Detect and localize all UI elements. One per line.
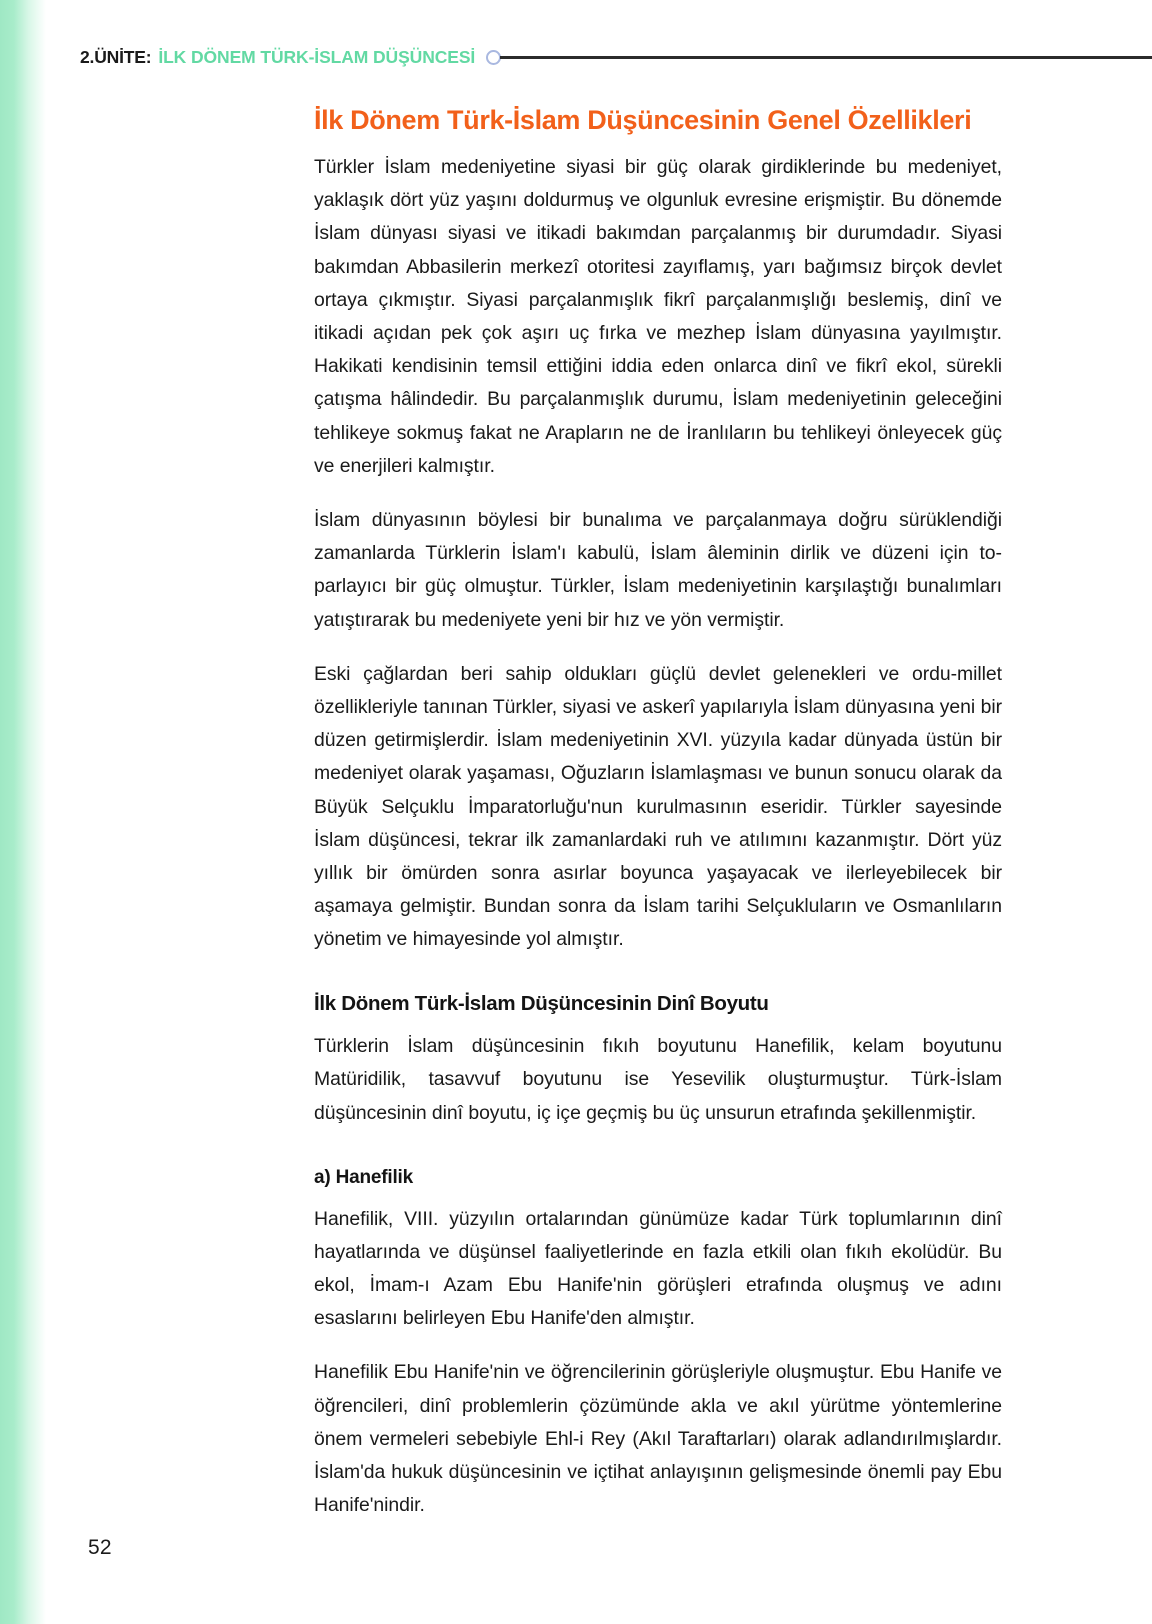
paragraph-3: Eski çağlardan beri sahip oldukları güçlü devlet gelenekleri ve ordu-millet özellikleriyle tanınan Türkler, siyasi ve askerî yapılarıyla İslam dünyasına yeni bir düzen getirmişlerdir. İslam medeniyetinin XVI. yüzyıla kadar dünyada üstün bir medeniyet olarak yaşaması, Oğuzların İslamlaşması ve bunun sonucu olarak da Büyük Selçuklu İmparatorluğu'nun kurulmasının eseridir. Türkler sayesinde İslam düşüncesi, tekrar ilk zamanlardaki ruh ve atılımını kazanmıştır. Dört yüz yıllık bir ömürden sonra asırlar boyunca yaşayacak ve ilerleyebilecek bir aşamaya gelmiştir. Bundan sonra da İslam tarihi Selçukluların ve Osmanlıların yönetim ve himayesinde yol almıştır. [314,662,1002,951]
page-content [314,104,1002,1522]
circle-marker-icon [486,50,501,65]
subsection-heading-hanefilik: a) Hanefilik [314,1166,413,1188]
page-number: 52 [88,1536,112,1559]
header-divider-rule [500,56,1152,59]
page-title: İlk Dönem Türk-İslam Düşüncesinin Genel Özellikleri [314,105,972,135]
decorative-left-edge-strip [0,0,46,1624]
running-header [80,40,1152,74]
paragraph-1: Türkler İslam medeniyetine siyasi bir güç olarak girdiklerinde bu medeniyet, yaklaşık dört yüz yaşını doldurmuş ve olgunluk evresine erişmiştir. Bu dönemde İslam dünyası siyasi ve itikadi bakımdan parçalanmış bir durumdadır. Siyasi bakımdan Abbasilerin merkezî otoritesi zayıflamış, yarı bağımsız birçok devlet ortaya çıkmıştır. Siyasi parçalanmışlık fikrî parçalanmışlığı beslemiş, dinî ve itikadi açıdan pek çok aşırı uç fırka ve mezhep İslam dünyasına yayılmıştır. Hakikati kendisinin temsil ettiğini iddia eden onlarca dinî ve fikrî ekol, sürekli çatışma hâlindedir. Bu parçalanmışlık durumu, İslam medeniyetinin geleceğini tehlikeye sokmuş fakat ne Arapların ne de İranlıların bu tehlikeyi önleyecek güç ve enerjileri kalmıştır. [314,155,1002,477]
paragraph-4: Türklerin İslam düşüncesinin fıkıh boyutunu Hanefilik, kelam boyutunu Matüridilik, tasavvuf boyutunu ise Yesevilik oluşturmuştur. Türk-İslam düşüncesinin dinî boyutu, iç içe geçmiş bu üç unsurun etrafında şekillenmiştir. [314,1035,1002,1124]
paragraph-6: Hanefilik Ebu Hanife'nin ve öğrencilerinin görüşleriyle oluşmuştur. Ebu Hanife ve öğrencileri, dinî problemlerin çözümünde akla ve akıl yürütme yöntemlerine önem vermeleri sebebiyle Ehl-i Rey (Akıl Taraftarları) olarak adlandırılmışlardır. İslam'da hukuk düşüncesinin ve içtihat anlayışının gelişmesinde önemli pay Ebu Hanife'nindir. [314,1361,1002,1517]
paragraph-2: İslam dünyasının böylesi bir bunalıma ve parçalanmaya doğru sürüklendiği zamanlarda Türklerin İslam'ı kabulü, İslam âleminin dirlik ve düzeni için toparlayıcı bir güç olmuştur. Türkler, İslam medeniyetinin karşılaştığı bunalımları yatıştırarak bu medeniyete yeni bir hız ve yön vermiştir. [314,508,1002,631]
unit-label: 2.ÜNİTE: [80,46,152,67]
paragraph-5: Hanefilik, VIII. yüzyılın ortalarından günümüze kadar Türk toplumlarının dinî hayatlarında ve düşünsel faaliyetlerinde en fazla etkili olan fıkıh ekolüdür. Bu ekol, İmam-ı Azam Ebu Hanife'nin görüşleri etrafında oluşmuş ve adını esaslarını belirleyen Ebu Hanife'den almıştır. [314,1207,1002,1330]
subsection-heading-dini-boyutu: İlk Dönem Türk-İslam Düşüncesinin Dinî Boyutu [314,991,769,1015]
unit-title: İLK DÖNEM TÜRK-İSLAM DÜŞÜNCESİ [158,46,476,67]
